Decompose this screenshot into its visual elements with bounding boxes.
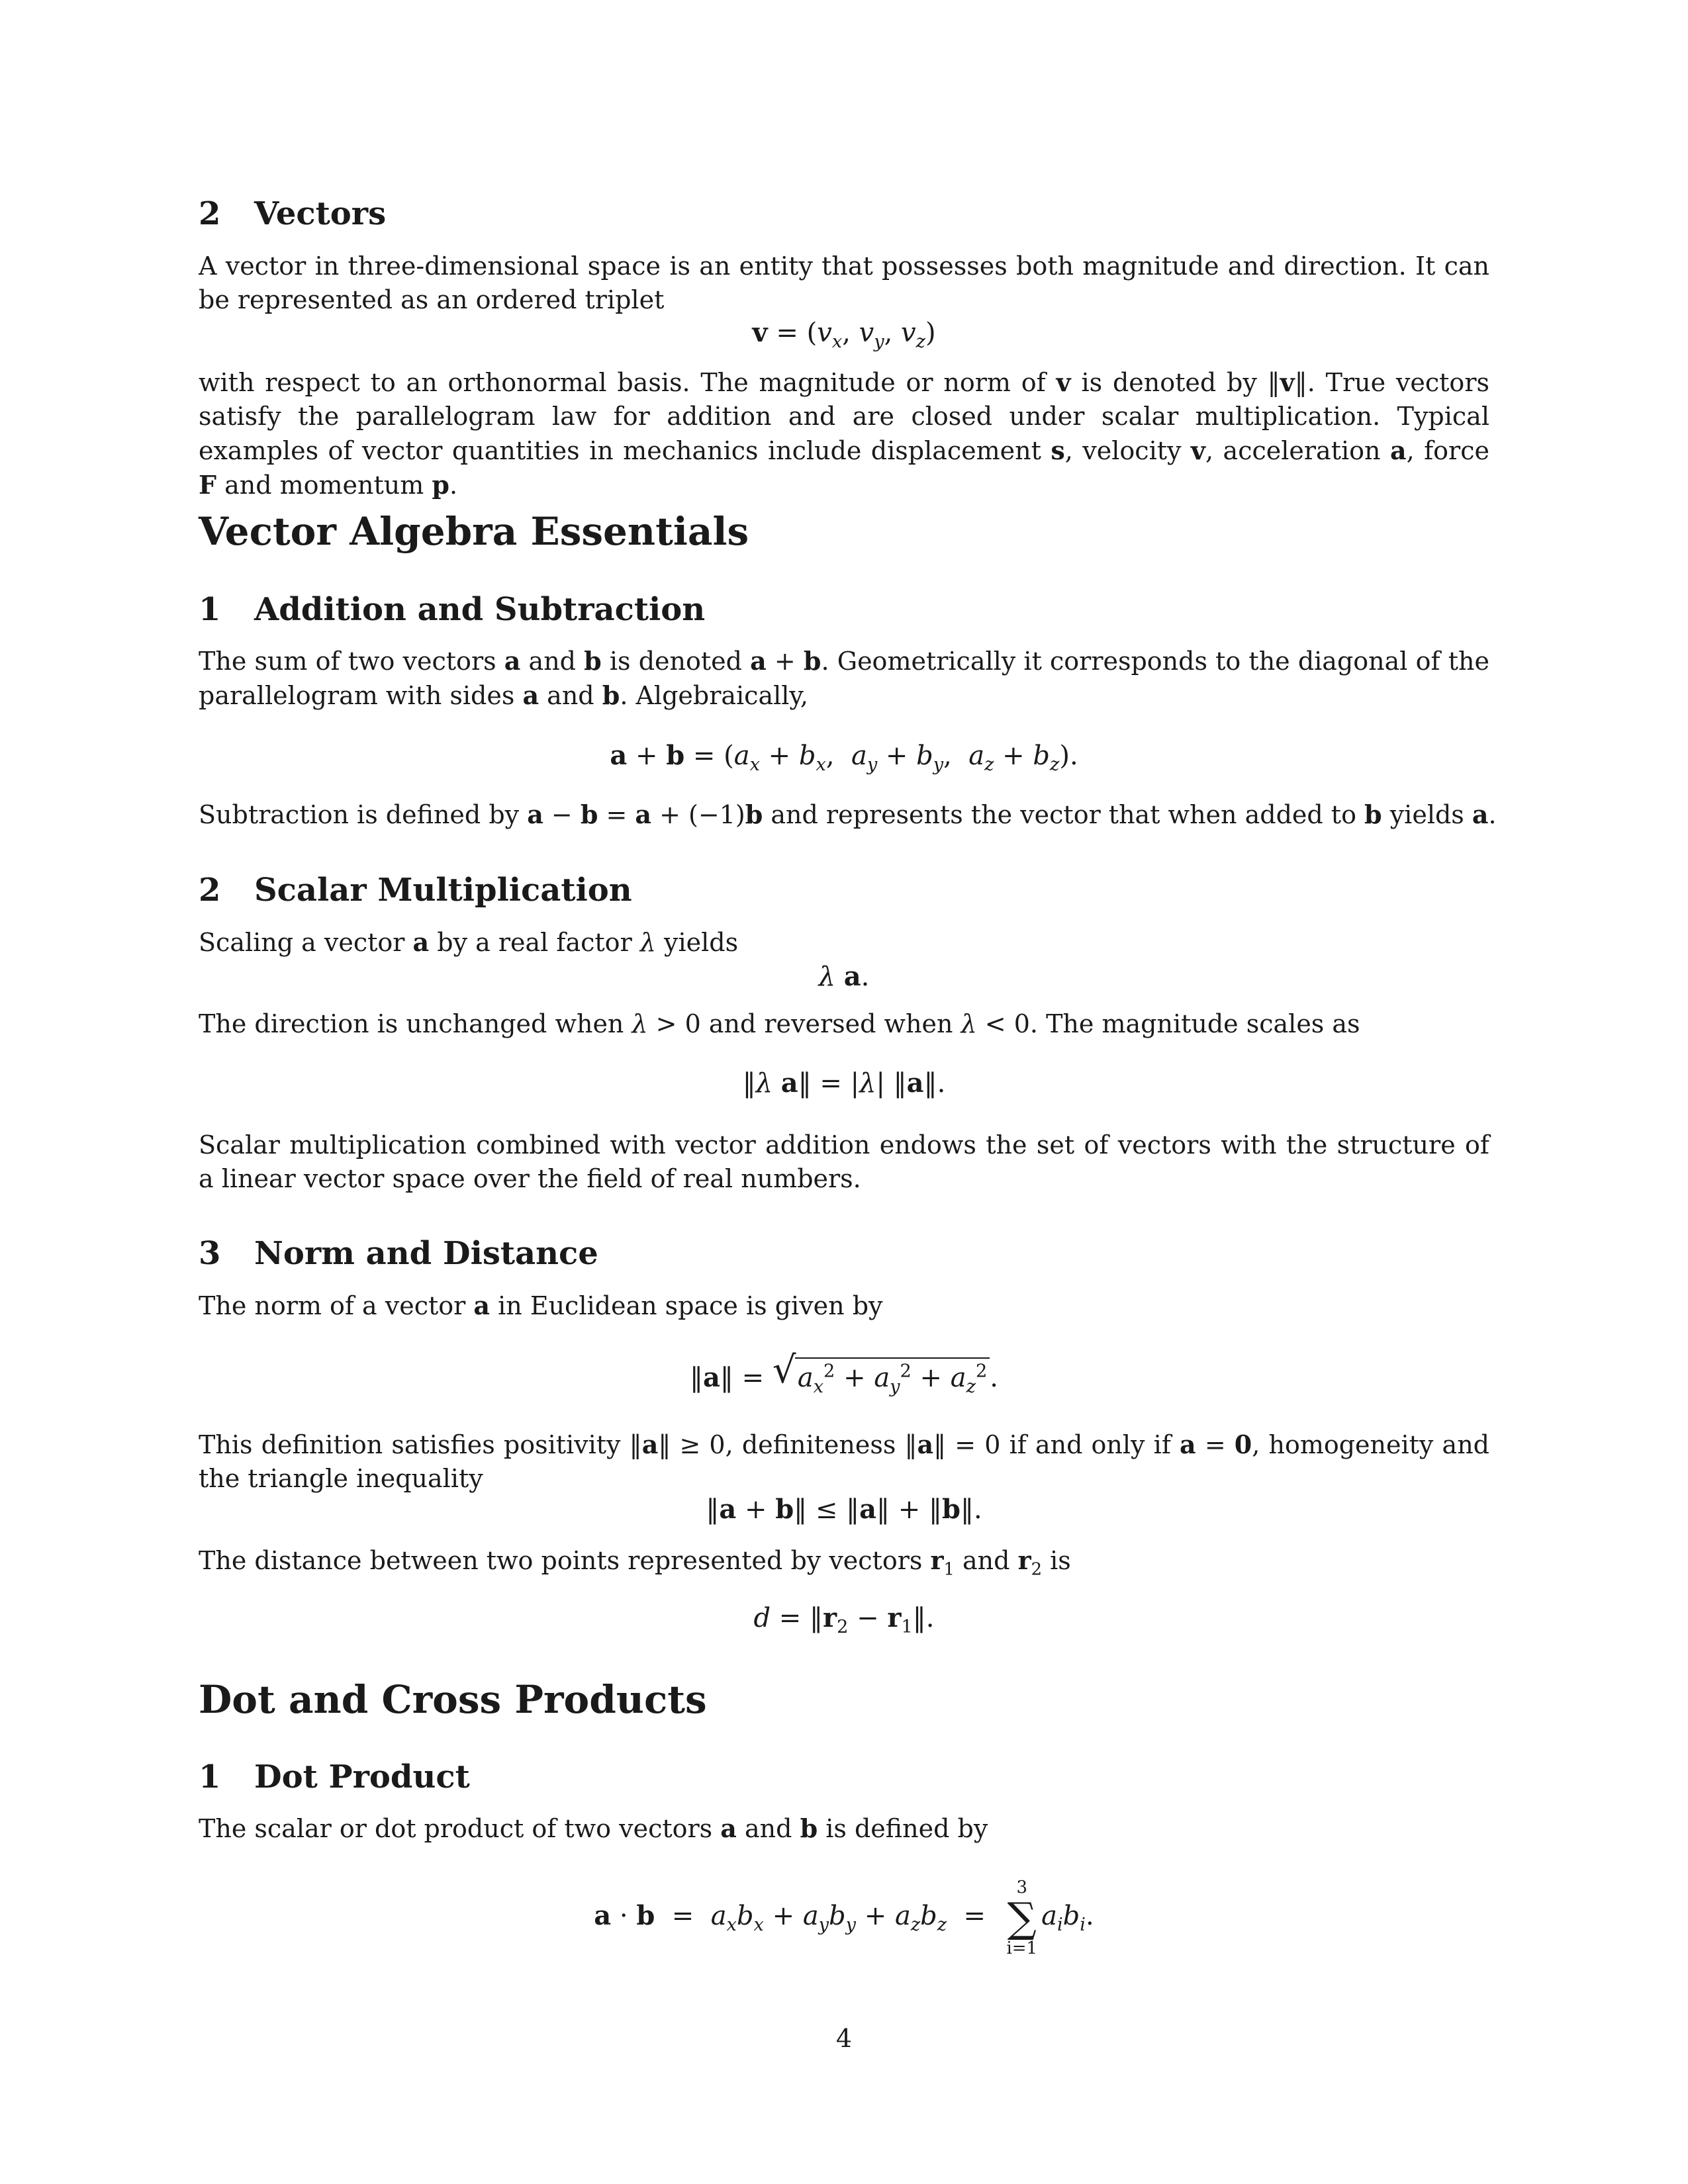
paragraph-vector-properties: with respect to an orthonormal basis. The magnitude or norm of v is denoted by ‖v‖. True vectors satisfy the parallelogram law for addition and are closed under scalar multiplication. Typical examples of vector quantities in mechanics include displacement s, velocity v, acceleration a, force F and momentum p. xyxy=(199,367,1489,500)
section-number: 3 xyxy=(199,1235,221,1272)
paragraph-linear-space: Scalar multiplication combined with vector addition endows the set of vectors with the structure of a linear vector space over the field of real numbers. xyxy=(199,1130,1489,1193)
section-number: 1 xyxy=(199,591,221,628)
paragraph-distance-intro: The distance between two points represented by vectors $r_1$ and $r_2$ is xyxy=(199,1545,1071,1580)
section-title: Addition and Subtraction xyxy=(254,591,706,628)
section-heading-norm-distance xyxy=(199,1235,598,1272)
paragraph-subtraction: Subtraction is defined by a − b = a + (−1)b and represents the vector that when added to b yields a. xyxy=(199,799,1497,829)
equation-euclidean-norm: ‖a‖ = √ $a_x^2 + a_y^2 + a_z^2$ . xyxy=(689,1349,999,1397)
section-number: 2 xyxy=(199,195,221,232)
paragraph-scaling: Scaling a vector a by a real factor λ yields xyxy=(199,927,739,957)
paragraph-dot-intro: The scalar or dot product of two vectors a and b is defined by xyxy=(199,1813,988,1843)
equation-scaled-vector: λ a. xyxy=(818,961,870,992)
summation-symbol: 3 ∑ i=1 xyxy=(1006,1878,1038,1958)
section-number: 2 xyxy=(199,872,221,909)
chapter-heading-dot-cross: Dot and Cross Products xyxy=(199,1677,707,1722)
section-title: Norm and Distance xyxy=(254,1235,598,1272)
section-number: 1 xyxy=(199,1758,221,1796)
equation-distance: $d = ‖r_2$ − $r_1‖$. xyxy=(753,1602,935,1637)
paragraph-direction: The direction is unchanged when λ > 0 and reversed when λ < 0. The magnitude scales as xyxy=(199,1009,1360,1038)
section-heading-addition xyxy=(199,591,705,628)
section-title: Vectors xyxy=(254,195,387,232)
section-title: Dot Product xyxy=(254,1758,470,1796)
paragraph-norm-properties: This definition satisfies positivity ‖a‖ ≥ 0, definiteness ‖a‖ = 0 if and only if a = 0, homogeneity and the triangle inequality xyxy=(199,1430,1489,1493)
equation-vector-addition: $a + b = (a_x + b_x$, $a_y + b_y$, $a_z + b_z$). xyxy=(610,740,1078,775)
page-number: 4 xyxy=(835,2024,853,2053)
section-title: Scalar Multiplication xyxy=(254,872,632,909)
paragraph-norm-intro: The norm of a vector a in Euclidean space is given by xyxy=(199,1291,883,1320)
section-heading-dot-product xyxy=(199,1758,470,1796)
document-page xyxy=(199,0,1497,2184)
chapter-heading-vector-algebra: Vector Algebra Essentials xyxy=(199,509,749,554)
equation-vector-components: $v = (v_x$, $v_y$, $v_z$) xyxy=(752,317,936,352)
section-heading-scalar-multiplication xyxy=(199,872,632,909)
paragraph-vector-sum: The sum of two vectors a and b is denoted a + b. Geometrically it corresponds to the diagonal of the parallelogram with sides a and b. Algebraically, xyxy=(199,646,1489,710)
equation-dot-product: $a \cdot b = a_xb_x + a_yb_y + a_zb_z$ = 3 ∑ i=1 $a_ib_i$. xyxy=(594,1878,1094,1958)
paragraph-vector-definition: A vector in three-dimensional space is an entity that possesses both magnitude and direction. It can be represented as an ordered triplet xyxy=(199,251,1489,314)
equation-scaled-magnitude: ‖λ a‖ = |λ| ‖a‖. xyxy=(742,1068,946,1099)
equation-triangle-inequality: ‖a + b‖ ≤ ‖a‖ + ‖b‖. xyxy=(706,1494,982,1525)
section-heading-vectors xyxy=(199,195,386,232)
